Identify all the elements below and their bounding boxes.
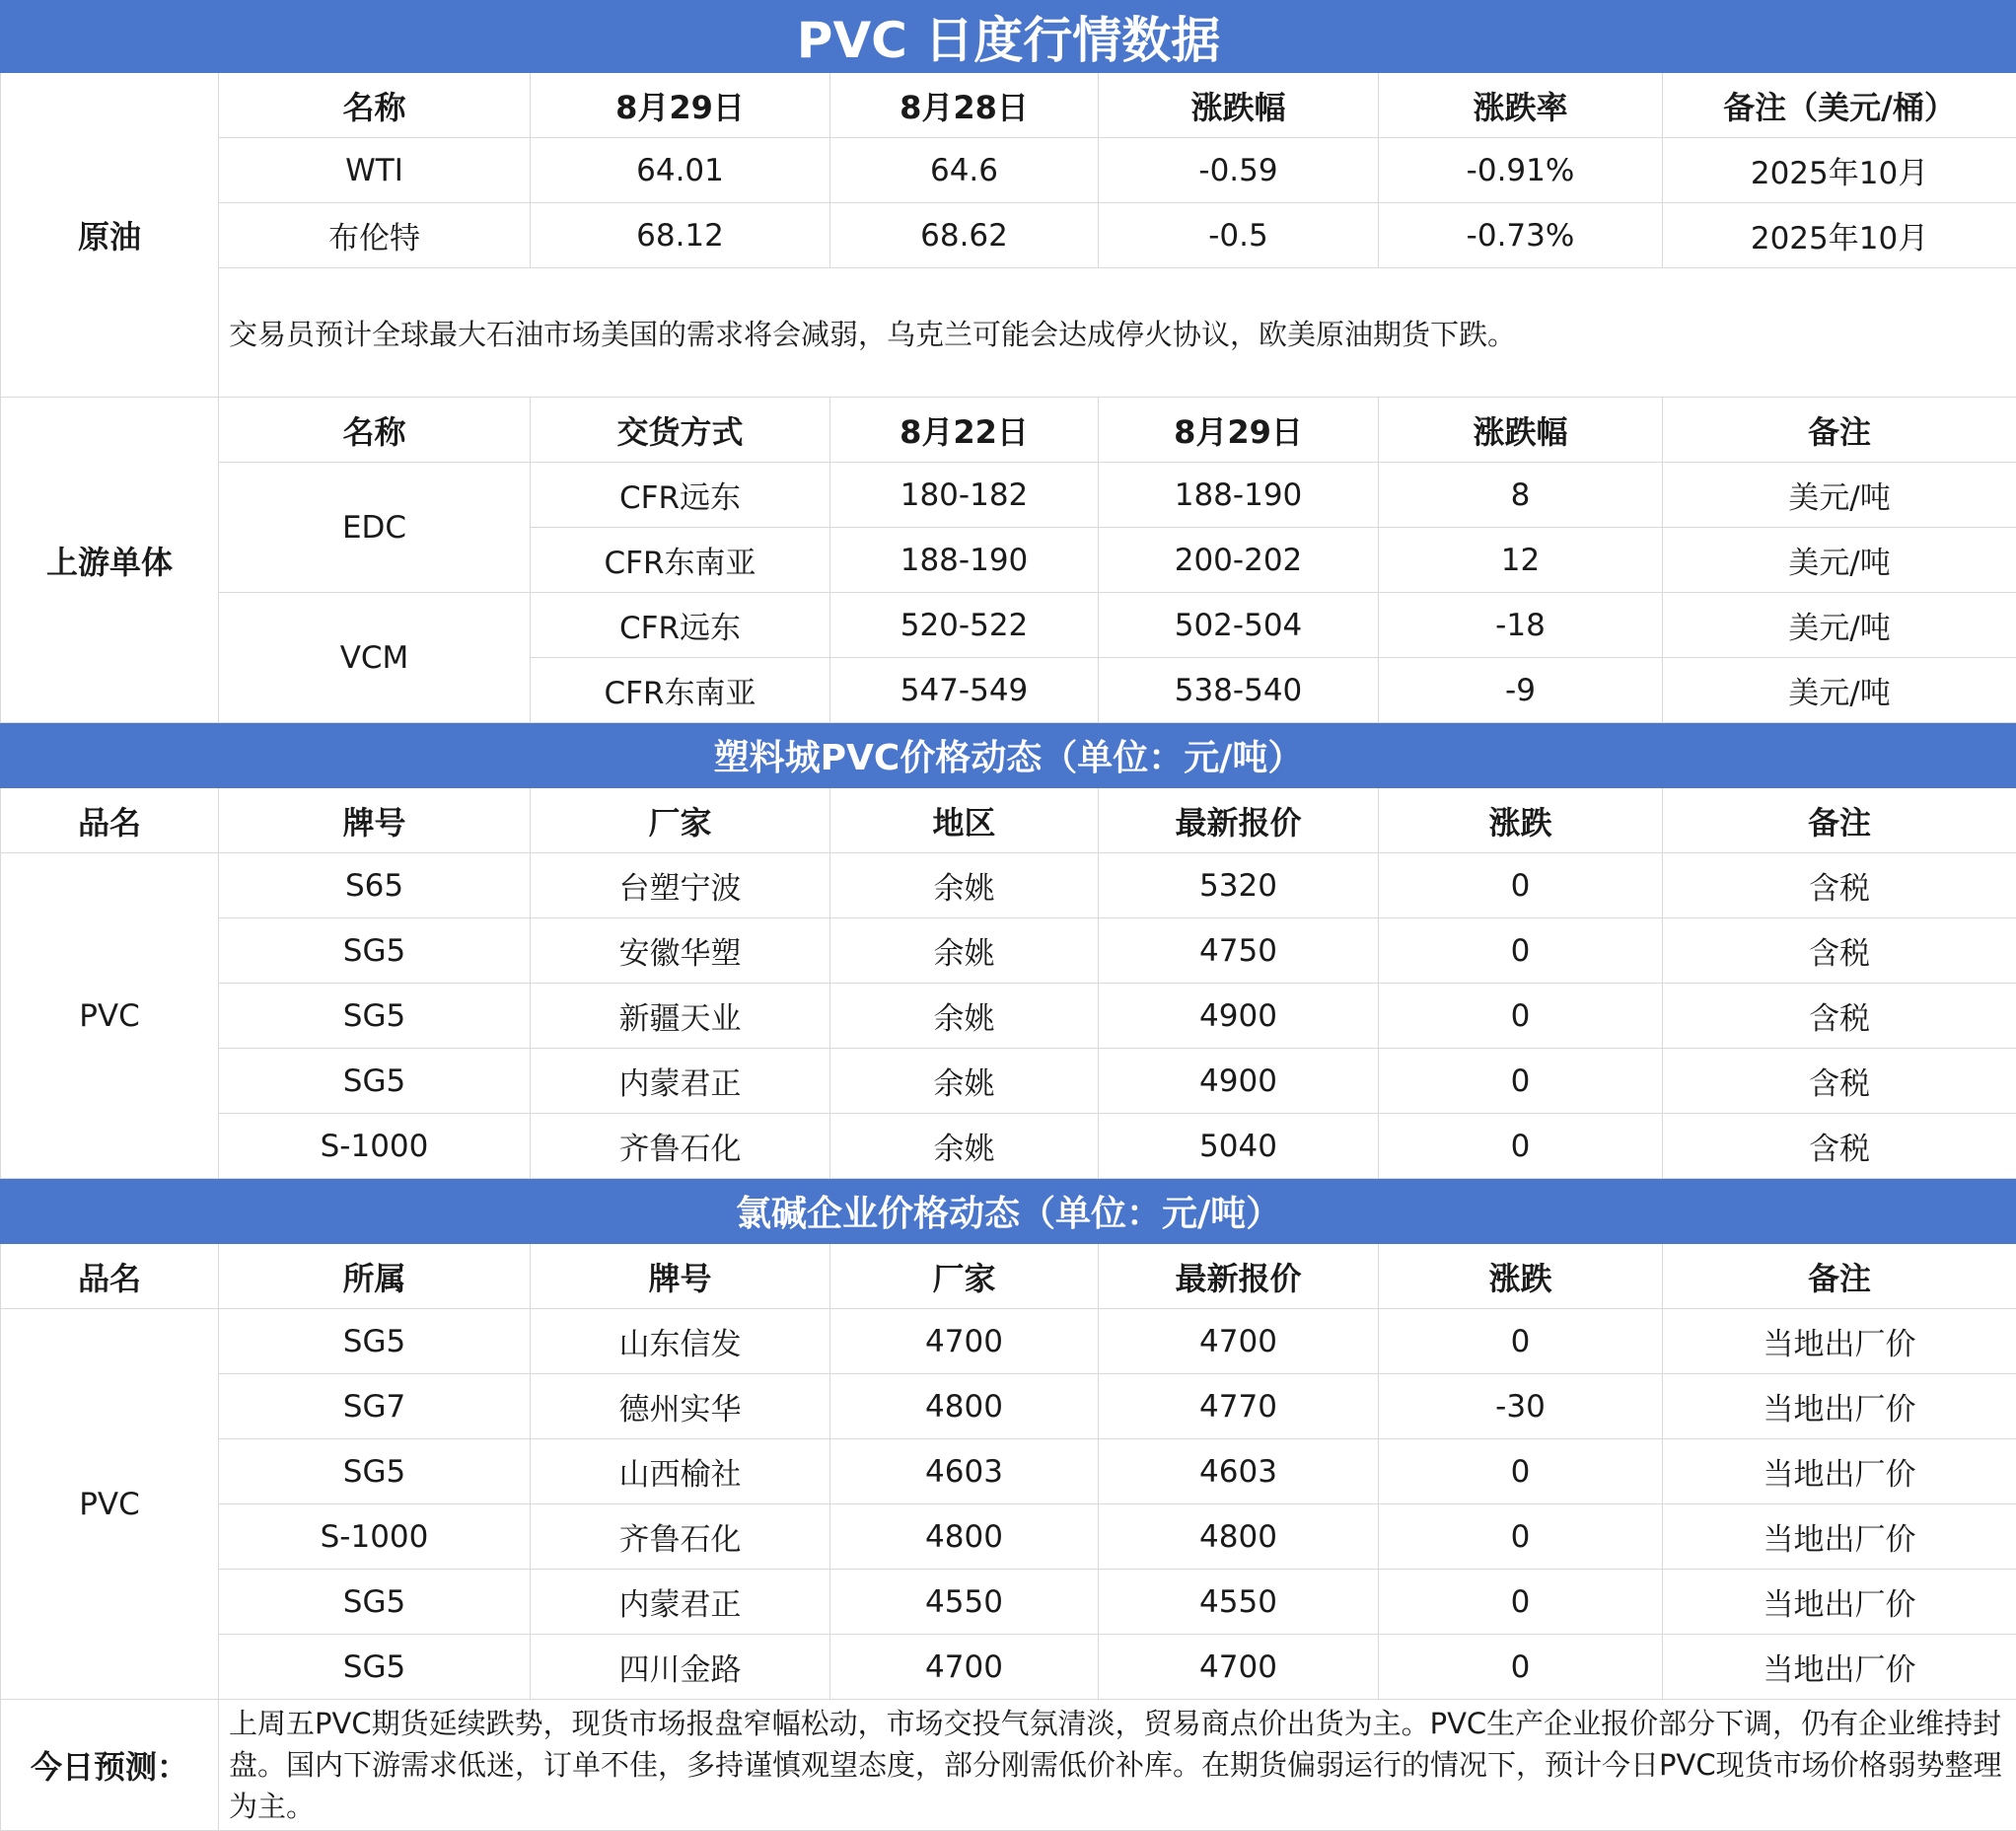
plastic-city-row xyxy=(1,853,2016,918)
column-header: 涨跌 xyxy=(1379,1244,1663,1309)
column-header: 牌号 xyxy=(531,1244,830,1309)
table-cell: 188-190 xyxy=(1099,463,1379,528)
table-cell: -9 xyxy=(1379,658,1663,723)
table-cell: 68.62 xyxy=(830,203,1099,268)
table-cell: 当地出厂价 xyxy=(1663,1570,2016,1635)
column-header: 交货方式 xyxy=(531,398,830,463)
table-cell: 0 xyxy=(1379,1504,1663,1570)
column-header: 最新报价 xyxy=(1099,788,1379,853)
table-cell: 台塑宁波 xyxy=(531,853,830,918)
table-cell: WTI xyxy=(219,138,531,203)
crude-row xyxy=(1,203,2016,268)
chlor-alkali-row xyxy=(1,1504,2016,1570)
table-cell: 12 xyxy=(1379,528,1663,593)
table-cell: 4550 xyxy=(1099,1570,1379,1635)
table-cell: 含税 xyxy=(1663,1049,2016,1114)
table-cell: -0.5 xyxy=(1099,203,1379,268)
table-cell: 安徽华塑 xyxy=(531,918,830,984)
column-header: 8月28日 xyxy=(830,73,1099,138)
table-cell: 64.01 xyxy=(531,138,830,203)
table-cell: S-1000 xyxy=(219,1504,531,1570)
plastic-city-row xyxy=(1,918,2016,984)
table-cell: 547-549 xyxy=(830,658,1099,723)
column-header: 牌号 xyxy=(219,788,531,853)
table-cell: 2025年10月 xyxy=(1663,138,2016,203)
table-cell: 4550 xyxy=(830,1570,1099,1635)
table-cell: CFR远东 xyxy=(531,593,830,658)
table-cell: 64.6 xyxy=(830,138,1099,203)
table-cell: 余姚 xyxy=(830,918,1099,984)
table-cell: 4770 xyxy=(1099,1374,1379,1439)
product-name: PVC xyxy=(1,1309,219,1700)
table-cell: -0.91% xyxy=(1379,138,1663,203)
table-cell: 新疆天业 xyxy=(531,984,830,1049)
table-cell: 布伦特 xyxy=(219,203,531,268)
chlor-alkali-row xyxy=(1,1374,2016,1439)
column-header: 品名 xyxy=(1,788,219,853)
table-cell: SG5 xyxy=(219,1635,531,1700)
table-cell: 余姚 xyxy=(830,984,1099,1049)
table-cell: 0 xyxy=(1379,1309,1663,1374)
product-name: EDC xyxy=(219,463,531,593)
table-cell: 5040 xyxy=(1099,1114,1379,1179)
column-header: 厂家 xyxy=(531,788,830,853)
table-cell: 4700 xyxy=(830,1309,1099,1374)
table-cell: -18 xyxy=(1379,593,1663,658)
table-cell: 4700 xyxy=(1099,1309,1379,1374)
table-cell: SG7 xyxy=(219,1374,531,1439)
table-cell: SG5 xyxy=(219,1309,531,1374)
table-cell: 内蒙君正 xyxy=(531,1570,830,1635)
page-title: PVC 日度行情数据 xyxy=(1,1,2016,73)
table-cell: 内蒙君正 xyxy=(531,1049,830,1114)
crude-section-label: 原油 xyxy=(1,73,219,398)
table-cell: 4603 xyxy=(1099,1439,1379,1504)
plastic-city-row xyxy=(1,984,2016,1049)
column-header: 品名 xyxy=(1,1244,219,1309)
column-header: 名称 xyxy=(219,73,531,138)
plastic-city-row xyxy=(1,1114,2016,1179)
column-header: 涨跌幅 xyxy=(1099,73,1379,138)
upstream-row xyxy=(1,463,2016,528)
section-title: 塑料城PVC价格动态（单位：元/吨） xyxy=(1,723,2016,788)
table-cell: SG5 xyxy=(219,1439,531,1504)
table-cell: 德州实华 xyxy=(531,1374,830,1439)
table-cell: 四川金路 xyxy=(531,1635,830,1700)
upstream-row xyxy=(1,593,2016,658)
table-cell: 200-202 xyxy=(1099,528,1379,593)
chlor-alkali-header-row xyxy=(1,1244,2016,1309)
table-cell: 4750 xyxy=(1099,918,1379,984)
table-cell: 余姚 xyxy=(830,1049,1099,1114)
plastic-city-banner xyxy=(1,723,2016,788)
table-cell: 538-540 xyxy=(1099,658,1379,723)
table-cell: 美元/吨 xyxy=(1663,463,2016,528)
table-cell: 0 xyxy=(1379,984,1663,1049)
table-cell: SG5 xyxy=(219,1570,531,1635)
table-cell: 0 xyxy=(1379,918,1663,984)
column-header: 最新报价 xyxy=(1099,1244,1379,1309)
chlor-alkali-row xyxy=(1,1439,2016,1504)
table-cell: 美元/吨 xyxy=(1663,658,2016,723)
table-cell: 2025年10月 xyxy=(1663,203,2016,268)
upstream-header-row xyxy=(1,398,2016,463)
table-cell: 188-190 xyxy=(830,528,1099,593)
chlor-alkali-row xyxy=(1,1635,2016,1700)
column-header: 涨跌 xyxy=(1379,788,1663,853)
plastic-city-header-row xyxy=(1,788,2016,853)
crude-row xyxy=(1,138,2016,203)
table-cell: 0 xyxy=(1379,1114,1663,1179)
table-cell: 含税 xyxy=(1663,853,2016,918)
table-cell: 0 xyxy=(1379,1439,1663,1504)
table-cell: S65 xyxy=(219,853,531,918)
table-cell: -0.59 xyxy=(1099,138,1379,203)
table-cell: CFR东南亚 xyxy=(531,658,830,723)
column-header: 8月29日 xyxy=(531,73,830,138)
forecast-text: 上周五PVC期货延续跌势，现货市场报盘窄幅松动，市场交投气氛清淡，贸易商点价出货为主。PVC生产企业报价部分下调，仍有企业维持封盘。国内下游需求低迷，订单不佳，多持谨慎观望态度，部分刚需低价补库。在期货偏弱运行的情况下，预计今日PVC现货市场价格弱势整理为主。 xyxy=(219,1700,2016,1831)
table-cell: S-1000 xyxy=(219,1114,531,1179)
table-cell: 当地出厂价 xyxy=(1663,1374,2016,1439)
table-cell: 余姚 xyxy=(830,1114,1099,1179)
table-cell: 0 xyxy=(1379,853,1663,918)
section-title: 氯碱企业价格动态（单位：元/吨） xyxy=(1,1179,2016,1244)
table-cell: 含税 xyxy=(1663,1114,2016,1179)
column-header: 8月29日 xyxy=(1099,398,1379,463)
product-name: VCM xyxy=(219,593,531,723)
table-cell: 5320 xyxy=(1099,853,1379,918)
table-cell: 含税 xyxy=(1663,984,2016,1049)
table-cell: 齐鲁石化 xyxy=(531,1504,830,1570)
forecast-row xyxy=(1,1700,2016,1831)
forecast-label: 今日预测： xyxy=(1,1700,219,1831)
column-header: 所属 xyxy=(219,1244,531,1309)
column-header: 名称 xyxy=(219,398,531,463)
table-cell: SG5 xyxy=(219,984,531,1049)
table-cell: 当地出厂价 xyxy=(1663,1504,2016,1570)
table-cell: 美元/吨 xyxy=(1663,528,2016,593)
chlor-alkali-row xyxy=(1,1309,2016,1374)
table-cell: SG5 xyxy=(219,1049,531,1114)
table-cell: 4800 xyxy=(830,1374,1099,1439)
table-cell: 4900 xyxy=(1099,1049,1379,1114)
table-cell: 502-504 xyxy=(1099,593,1379,658)
table-cell: 4700 xyxy=(830,1635,1099,1700)
table-cell: 山西榆社 xyxy=(531,1439,830,1504)
table-cell: -0.73% xyxy=(1379,203,1663,268)
crude-note-row xyxy=(1,268,2016,398)
table-cell: 4800 xyxy=(1099,1504,1379,1570)
table-cell: 齐鲁石化 xyxy=(531,1114,830,1179)
title-row xyxy=(1,1,2016,73)
table-cell: -30 xyxy=(1379,1374,1663,1439)
table-cell: 美元/吨 xyxy=(1663,593,2016,658)
table-cell: 当地出厂价 xyxy=(1663,1309,2016,1374)
table-cell: 4603 xyxy=(830,1439,1099,1504)
plastic-city-row xyxy=(1,1049,2016,1114)
column-header: 备注 xyxy=(1663,1244,2016,1309)
table-cell: 当地出厂价 xyxy=(1663,1635,2016,1700)
table-cell: 4700 xyxy=(1099,1635,1379,1700)
table-cell: 0 xyxy=(1379,1635,1663,1700)
column-header: 厂家 xyxy=(830,1244,1099,1309)
table-cell: 4900 xyxy=(1099,984,1379,1049)
table-cell: 当地出厂价 xyxy=(1663,1439,2016,1504)
table-cell: 含税 xyxy=(1663,918,2016,984)
table-cell: CFR远东 xyxy=(531,463,830,528)
upstream-section-label: 上游单体 xyxy=(1,398,219,723)
crude-market-note: 交易员预计全球最大石油市场美国的需求将会减弱，乌克兰可能会达成停火协议，欧美原油期货下跌。 xyxy=(219,268,2016,398)
chlor-alkali-row xyxy=(1,1570,2016,1635)
table-cell: 山东信发 xyxy=(531,1309,830,1374)
table-cell: 4800 xyxy=(830,1504,1099,1570)
table-cell: 180-182 xyxy=(830,463,1099,528)
column-header: 备注 xyxy=(1663,398,2016,463)
table-cell: 0 xyxy=(1379,1570,1663,1635)
table-cell: CFR东南亚 xyxy=(531,528,830,593)
column-header: 涨跌率 xyxy=(1379,73,1663,138)
table-cell: 0 xyxy=(1379,1049,1663,1114)
column-header: 地区 xyxy=(830,788,1099,853)
product-name: PVC xyxy=(1,853,219,1179)
table-cell: 余姚 xyxy=(830,853,1099,918)
table-cell: SG5 xyxy=(219,918,531,984)
table-cell: 68.12 xyxy=(531,203,830,268)
table-cell: 8 xyxy=(1379,463,1663,528)
table-cell: 520-522 xyxy=(830,593,1099,658)
crude-header-row xyxy=(1,73,2016,138)
column-header: 涨跌幅 xyxy=(1379,398,1663,463)
column-header: 备注（美元/桶） xyxy=(1663,73,2016,138)
column-header: 8月22日 xyxy=(830,398,1099,463)
column-header: 备注 xyxy=(1663,788,2016,853)
chlor-alkali-banner xyxy=(1,1179,2016,1244)
